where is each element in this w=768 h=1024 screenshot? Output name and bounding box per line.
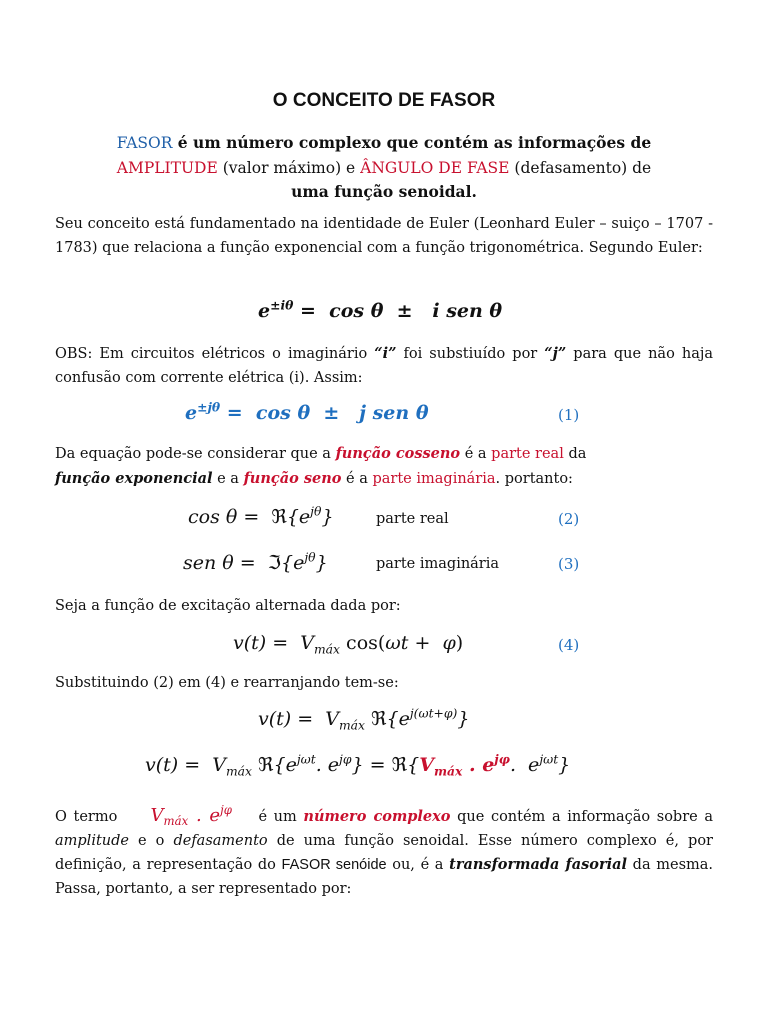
funcao-exponencial: função exponencial: [55, 469, 213, 487]
defasamento-word: defasamento: [173, 832, 268, 849]
obs-i: “i”: [374, 345, 397, 362]
obs-j: “j”: [544, 345, 567, 362]
parte-imaginaria-term: parte imaginária: [372, 470, 496, 487]
equation-number-1: (1): [558, 406, 580, 424]
obs-paragraph: [55, 342, 713, 390]
numero-complexo: número complexo: [303, 808, 451, 825]
equation-2: $\cos \theta = ℜ\{e^{j\theta}\}$: [188, 504, 334, 528]
parts-text-4: e a: [212, 470, 244, 487]
equation-number-3: (3): [558, 555, 580, 573]
equation-number-2: (2): [558, 510, 580, 528]
obs-text-2: foi substiuído por: [396, 346, 545, 362]
amplitude-word: amplitude: [55, 832, 129, 849]
parts-text-3: da: [563, 446, 587, 462]
equation-number-4: (4): [558, 636, 580, 654]
parte-real-term: parte real: [491, 446, 564, 462]
phasor-text-5: de uma função senoidal. Esse número complexo é, por definição, a representação do: [55, 832, 713, 873]
obs-text-3: para que não haja confusão com corrente elétrica (i). Assim:: [55, 346, 713, 386]
intro-text-3: (defasamento) de: [509, 158, 652, 177]
label-parte-imaginaria: parte imaginária: [376, 556, 500, 572]
fasor-senoide: FASOR senóide: [281, 857, 387, 873]
funcao-seno: função seno: [243, 469, 342, 487]
phasor-text-2: é um: [251, 809, 304, 825]
parts-text-1: Da equação pode-se considerar que a: [55, 446, 336, 462]
amplitude-term: AMPLITUDE: [116, 158, 218, 177]
intro-text-2: (valor máximo) e: [217, 158, 361, 177]
euler-equation: $e^{\pm i\theta} = \cos \theta \pm i$ sen θ: [258, 297, 503, 322]
euler-paragraph: Seu conceito está fundamentado na identidade de Euler (Leonhard Euler – suiço – 1707 - 1783) que relaciona a função exponencial com a função trigonométrica. Segundo Euler:: [55, 216, 713, 256]
phasor-paragraph: [55, 804, 713, 901]
page-title: O CONCEITO DE FASOR: [272, 90, 496, 111]
phasor-term: $V_{máx}$ . $e^{j\varphi}$: [150, 802, 232, 829]
phasor-text-6: ou, é a: [386, 857, 450, 873]
fasor-term: FASOR: [116, 134, 173, 152]
equation-1: $e^{\pm j\theta} = \cos \theta \pm j$ sen θ: [185, 399, 429, 424]
equation-4: $v(t) = V_{máx}$ cos(ωt + φ): [233, 632, 464, 657]
intro-text-4: uma função senoidal.: [291, 182, 477, 201]
phasor-text-7: da mesma. Passa, portanto, a ser representado por:: [55, 857, 714, 897]
parts-paragraph: [55, 442, 713, 491]
label-parte-real: parte real: [376, 511, 449, 527]
excitation-paragraph: Seja a função de excitação alternada dada por:: [55, 598, 401, 614]
funcao-cosseno: função cosseno: [335, 445, 461, 462]
obs-text-1: OBS: Em circuitos elétricos o imaginário: [55, 346, 375, 362]
parts-text-6: . portanto:: [495, 470, 573, 487]
transformada-fasorial: transformada fasorial: [449, 856, 627, 873]
intro-definition: [55, 131, 713, 204]
equation-3: sen $\theta = ℑ\{e^{j\theta}\}$: [183, 550, 328, 574]
equation-substituted: $v(t) = V_{máx}$ $ℜ\{e^{j(\omega t+\varphi)}\}$: [258, 706, 470, 733]
substitution-paragraph: Substituindo (2) em (4) e rearranjando tem-se:: [55, 675, 399, 691]
phasor-text-4: e o: [128, 832, 174, 849]
phasor-text-3: que contém a informação sobre a: [450, 809, 714, 825]
parts-text-5: é a: [341, 470, 373, 487]
phasor-text-1: O termo: [55, 809, 124, 825]
equation-rearranged: $v(t) = V_{máx}$ $ℜ\{e^{j\omega t}$. $e^{j\varphi}$} = $ℜ\{V_{máx}$ . $e^{j\varphi}$. $e^{j\omega t}$}: [145, 751, 571, 779]
intro-text-1: é um número complexo que contém as informações de: [172, 133, 652, 152]
parts-text-2: é a: [460, 446, 492, 462]
angulo-term: ÂNGULO DE FASE: [360, 158, 510, 177]
